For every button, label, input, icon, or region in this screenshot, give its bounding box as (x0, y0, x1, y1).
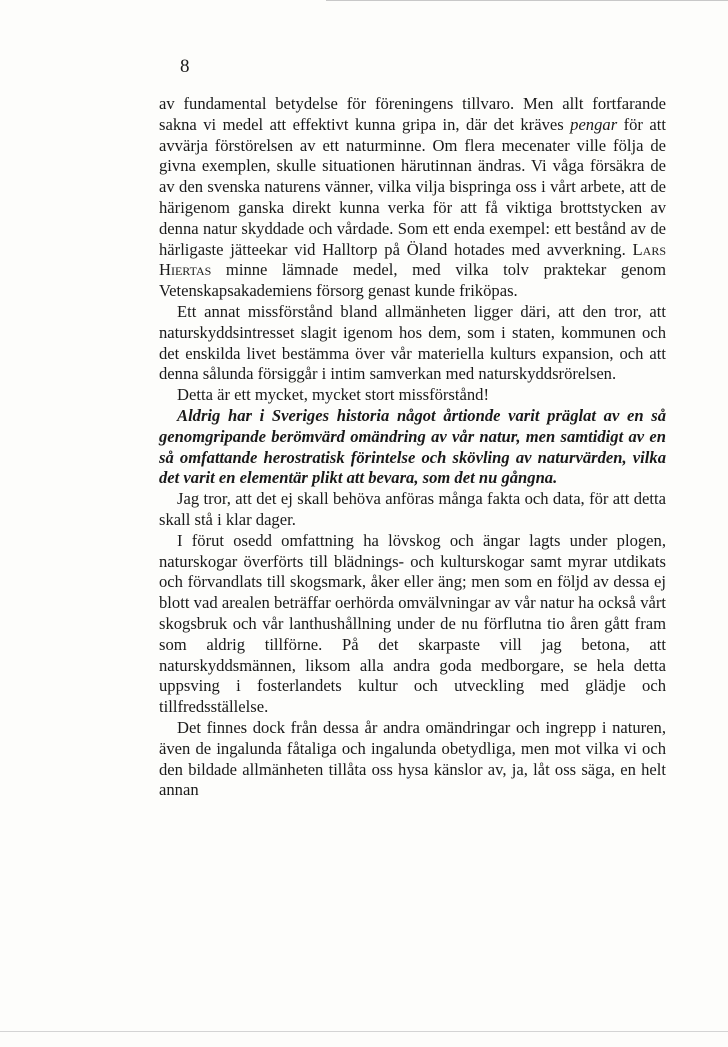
paragraph-2: Ett annat missförstånd bland allmänheten ligger däri, att den tror, att naturskyddsintresset slagit igenom hos dem, som i staten, kommunen och det enskilda livet bestämma över vår materiella kulturs expansion, och att denna sålunda försiggår i intim samverkan med naturskyddsrörelsen. (159, 301, 666, 384)
paragraph-4-emphasized: Aldrig har i Sveriges historia något årtionde varit präglat av en så genomgripande berömvärd omändring av vår natur, men samtidigt av en så omfattande herostratisk förintelse och skövling av naturvärden, vilka det varit en elementär plikt att bevara, som det nu gångna. (159, 405, 666, 488)
paragraph-5: Jag tror, att det ej skall behöva anföras många fakta och data, för att detta skall stå i klar dager. (159, 489, 666, 529)
bottom-edge-rule (0, 1031, 728, 1032)
paragraph-1 (159, 94, 666, 302)
page-number: 8 (180, 56, 190, 77)
paragraph-6: I förut osedd omfattning ha lövskog och ängar lagts under plogen, naturskogar överförts till blädnings- och kulturskogar samt myrar utdikats och förvandlats till skogsmark, åker eller äng; men som en följd av dessa ej blott vad arealen beträffar oerhörda omvälvningar av vår natur ha också vårt skogsbruk och vår lanthushållning under de nu förflutna tio åren gått fram som aldrig tillförne. På det skarpaste vill jag betona, att naturskyddsmännen, liksom alla andra goda medborgare, se hela detta uppsving i fosterlandets kultur och utveckling med glädje och tillfredsställelse. (159, 530, 666, 717)
paragraph-1-part-1: av fundamental betydelse för föreningens tillvaro. Men allt fortfarande sakna vi medel att effektivt kunna gripa in, där det kräves (159, 94, 666, 134)
paragraph-7: Det finnes dock från dessa år andra omändringar och ingrepp i naturen, även de ingalunda fåtaliga och ingalunda obetydliga, men mot vilka vi och den bildade allmänheten tillåta oss hysa känslor av, ja, låt oss säga, en helt annan (159, 717, 666, 800)
paragraph-3: Detta är ett mycket, mycket stort missförstånd! (177, 385, 489, 405)
person-name-lars-hiertas: Lars Hiertas (159, 239, 666, 280)
paragraph-1-part-3: minne lämnade medel, med vilka tolv praktekar genom Vetenskapsakademiens försorg genast kunde friköpas. (159, 260, 666, 301)
paragraph-1-part-2: för att avvärja förstörelsen av ett naturminne. Om flera mecenater ville följa de givna exemplen, skulle situationen härutinnan ändras. Vi våga försäkra de av den svenska naturens vänner, vilka vilja bispringa oss i vårt arbete, att de härigenom ganska direkt kunna verka för att få viktiga brottstycken av denna natur skyddade och vårdade. Som ett enda exempel: ett bestånd av de härligaste jätteekar vid Halltorp på Öland hotades med avverkning. (159, 114, 666, 259)
emphasized-word-pengar: pengar (570, 114, 618, 134)
body-text (159, 94, 666, 801)
top-edge-rule (326, 0, 728, 1)
